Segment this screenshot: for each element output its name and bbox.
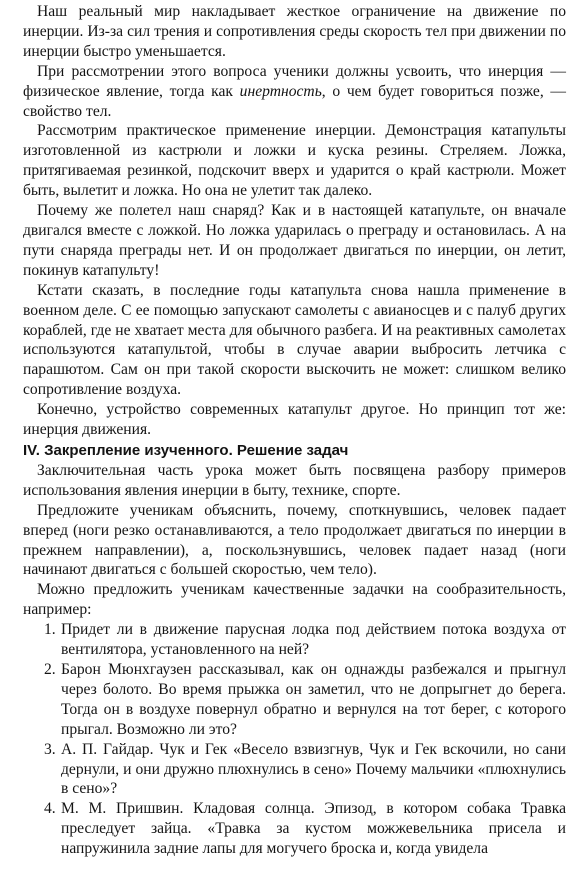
list-item-text: М. М. Пришвин. Кладовая солнца. Эпизод, в котором собака Травка преследует зайца. «Травка за кустом можжевельника присела и напружинила задние лапы для могучего броска и, когда увидела xyxy=(61,800,566,858)
list-item-text: Придет ли в движение парусная лодка под действием потока воздуха от вентилятора, установленного на ней? xyxy=(61,621,566,659)
paragraph-text-after: , о чем будет говориться позже, — свойство тел. xyxy=(23,82,566,120)
paragraph-lesson-conclusion: Заключительная часть урока может быть посвящена разбору примеров использования явления инерции в быту, технике, спорте. xyxy=(23,461,566,499)
paragraph-military-catapult: Кстати сказать, в последние годы катапульта снова нашла применение в военном деле. С ее помощью запускают самолеты с авианосцев и с палуб других кораблей, где не хватает места для обычного разбега. И на реактивных самолетах используются катапультой, чтобы в случае аварии выбросить летчика с парашютом. Сам он при такой скорости выскочить не может: слишком велико сопротивление воздуха. xyxy=(23,281,566,399)
list-item-number: 1. xyxy=(44,621,56,639)
paragraph-catapult-demo: Рассмотрим практическое применение инерции. Демонстрация катапульты изготовленной из кастрюли и ложки и куска резины. Стреляем. Ложка, притягиваемая резинкой, подскочит вверх и ударится о край кастрюли. Может быть, вылетит и ложка. Но она не улетит так далеко. xyxy=(23,122,566,200)
paragraph-quiz-intro: Можно предложить ученикам качественные задачки на сообразительность, например: xyxy=(23,581,566,619)
paragraph-modern-catapult: Конечно, устройство современных катапульт другое. Но принцип тот же: инерция движения. xyxy=(23,401,566,439)
list-item-number: 4. xyxy=(44,800,56,818)
list-item-number: 2. xyxy=(44,661,56,678)
list-item xyxy=(23,660,566,740)
list-item xyxy=(23,740,566,800)
paragraph-text-before: При рассмотрении этого вопроса ученики должны усвоить, что инерция — физическое явление, тогда как xyxy=(23,62,566,100)
italic-term-inertnost: инертность xyxy=(239,82,322,100)
list-item-text: А. П. Гайдар. Чук и Гек «Весело взвизгнув, Чук и Гек вскочили, но сани дернули, и они дружно плюхнулись в сено» Почему мальчики «плюхнулись в сено»? xyxy=(61,740,566,798)
list-item xyxy=(23,620,566,660)
paragraph-inertia-limits: Наш реальный мир накладывает жесткое ограничение на движение по инерции. Из-за сил трения и сопротивления среды скорость тел при движении по инерции быстро уменьшается. xyxy=(23,3,566,60)
list-item xyxy=(23,799,566,859)
list-item-text: Барон Мюнхгаузен рассказывал, как он однажды разбежался и прыгнул через болото. Во время прыжка он заметил, что не допрыгнет до берега. Тогда он в воздухе повернул обратно и вернулся на тот берег, с которого прыгал. Возможно ли это? xyxy=(61,661,566,738)
section-heading: IV. Закрепление изученного. Решение задач xyxy=(23,441,349,459)
list-item-number: 3. xyxy=(44,740,56,758)
question-list xyxy=(23,620,566,859)
paragraph-stumble-slip: Предложите ученикам объяснить, почему, споткнувшись, человек падает вперед (ноги резко останавливаются, а тело продолжает двигаться по инерции в прежнем направлении), а, поскользнувшись, человек падает назад (ноги начинают двигаться с большей скоростью, чем тело). xyxy=(23,501,566,579)
paragraph-inertia-vs-inertness xyxy=(23,62,566,122)
paragraph-projectile-question: Почему же полетел наш снаряд? Как и в настоящей катапульте, он вначале двигался вместе с ложкой. Но ложка ударилась о преграду и остановилась. А на пути снаряда преграды нет. И он продолжает двигаться по инерции, он летит, покинув катапульту! xyxy=(23,202,566,279)
